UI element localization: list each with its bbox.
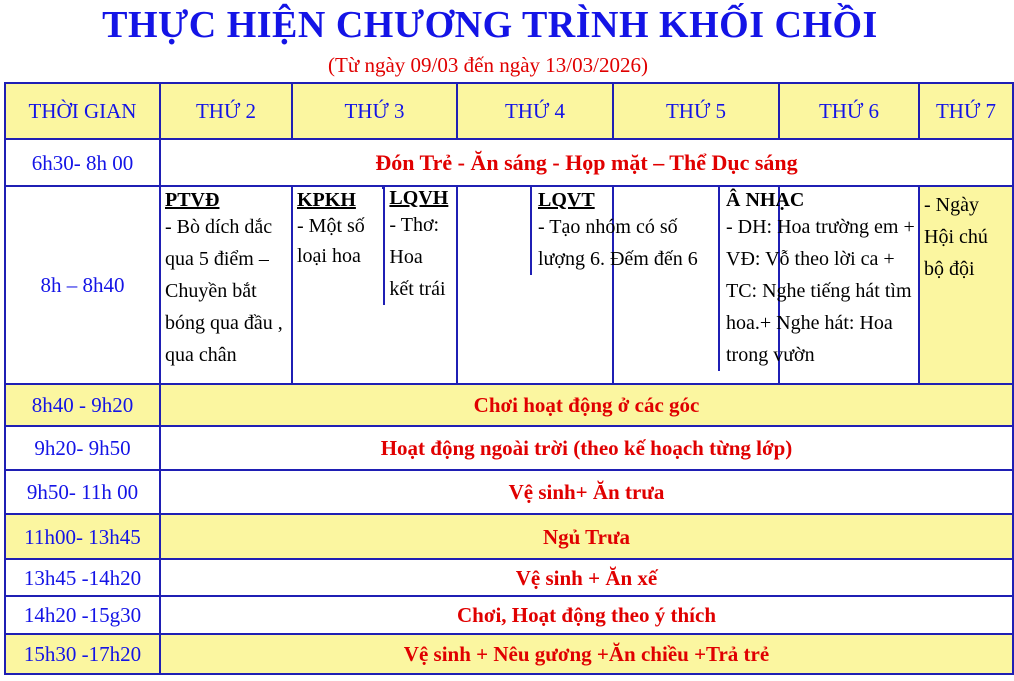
header-thursday: THỨ 5 (613, 83, 779, 139)
lesson-subject: LQVT (538, 189, 595, 211)
time-cell: 9h20- 9h50 (5, 426, 160, 470)
schedule-table (4, 82, 1014, 675)
lesson-tuesday (292, 186, 457, 384)
time-cell: 6h30- 8h 00 (5, 139, 160, 186)
lesson-content: - Tạo nhóm có số lượng 6. Đếm đến 6 (538, 216, 698, 270)
table-row (5, 426, 1013, 470)
table-row (5, 514, 1013, 559)
page-title: THỰC HIỆN CHƯƠNG TRÌNH KHỐI CHỒI (102, 4, 878, 46)
time-cell: 14h20 -15g30 (5, 596, 160, 634)
activity-cell: Hoạt động ngoài trời (theo kế hoạch từng lớp) (160, 426, 1013, 470)
table-row (5, 384, 1013, 426)
header-monday: THỨ 2 (160, 83, 292, 139)
table-row (5, 139, 1013, 186)
lesson-subject: PTVĐ (165, 189, 220, 211)
lesson-saturday (919, 186, 1013, 384)
header-time: THỜI GIAN (5, 83, 160, 139)
header-friday: THỨ 6 (779, 83, 919, 139)
table-row (5, 470, 1013, 514)
activity-cell: Đón Trẻ - Ăn sáng - Họp mặt – Thể Dục sáng (160, 139, 1013, 186)
lesson-content: - Thơ: Hoa kết trái (389, 214, 446, 300)
time-cell: 8h – 8h40 (5, 186, 160, 384)
date-range: (Từ ngày 09/03 đến ngày 13/03/2026) (328, 53, 648, 77)
lesson-subject: KPKH (297, 189, 356, 211)
time-cell: 11h00- 13h45 (5, 514, 160, 559)
header-tuesday: THỨ 3 (292, 83, 457, 139)
activity-cell: Vệ sinh+ Ăn trưa (160, 470, 1013, 514)
header-wednesday: THỨ 4 (457, 83, 613, 139)
lesson-subject: LQVH (389, 187, 449, 209)
time-cell: 15h30 -17h20 (5, 634, 160, 674)
lesson-subject: Â NHẠC (726, 189, 805, 211)
header-saturday: THỨ 7 (919, 83, 1013, 139)
table-row (5, 596, 1013, 634)
lesson-monday (160, 186, 292, 384)
lesson-friday (726, 186, 919, 384)
table-row (5, 559, 1013, 596)
lesson-content: - Bò dích dắc qua 5 điểm – Chuyền bắt bóng qua đầu , qua chân (165, 216, 283, 366)
time-cell: 9h50- 11h 00 (5, 470, 160, 514)
lesson-content: - Ngày Hội chú bộ đội (924, 194, 988, 280)
header-row (5, 83, 1013, 139)
activity-cell: Chơi, Hoạt động theo ý thích (160, 596, 1013, 634)
time-cell: 13h45 -14h20 (5, 559, 160, 596)
lesson-content: - Một số loại hoa (297, 215, 365, 267)
activity-cell: Chơi hoạt động ở các góc (160, 384, 1013, 426)
activity-cell: Vệ sinh + Ăn xế (160, 559, 1013, 596)
table-row (5, 634, 1013, 674)
lesson-content: - DH: Hoa trường em + VĐ: Vỗ theo lời ca + TC: Nghe tiếng hát tìm hoa.+ Nghe hát: Hoa trong vườn (726, 216, 915, 366)
table-row (5, 186, 1013, 384)
activity-cell: Vệ sinh + Nêu gương +Ăn chiều +Trả trẻ (160, 634, 1013, 674)
activity-cell: Ngủ Trưa (160, 514, 1013, 559)
time-cell: 8h40 - 9h20 (5, 384, 160, 426)
